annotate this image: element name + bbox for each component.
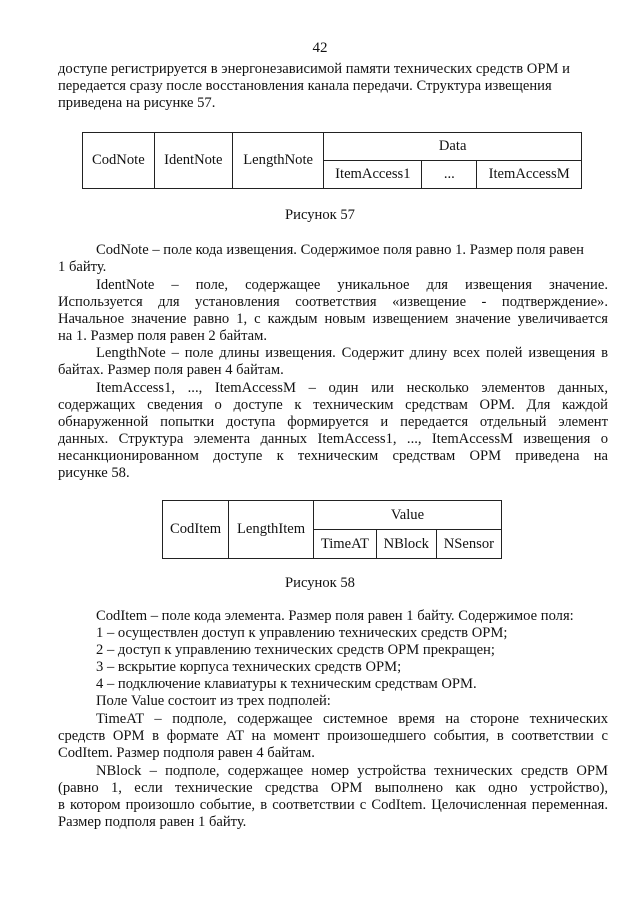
identnote-line-4: на 1. Размер поля равен 2 байтам. bbox=[58, 328, 267, 344]
intro-line-2: передается сразу после восстановления канала передачи. Структура извещения bbox=[58, 78, 552, 94]
page-number: 42 bbox=[312, 40, 328, 56]
codnote-line-2: 1 байту. bbox=[58, 259, 107, 275]
itemaccess-line-2: содержащих сведения о доступе к техническим средствам ОРМ. Для каждой bbox=[58, 397, 608, 413]
timeat-line-3: CodItem. Размер подполя равен 4 байтам. bbox=[58, 745, 315, 761]
timeat-line-2: средств ОРМ в формате AT на момент произошедшего события, в соответствии с bbox=[58, 728, 608, 744]
intro-paragraph bbox=[58, 61, 608, 112]
nblock-paragraph bbox=[58, 763, 608, 831]
lengthnote-paragraph bbox=[58, 345, 608, 379]
nblock-line-2: (равно 1, если технические средства ОРМ выполнено как одно устройство), bbox=[58, 780, 608, 796]
timeat-paragraph bbox=[58, 711, 608, 762]
subheader-itemaccess-last: ItemAccessM bbox=[477, 161, 582, 189]
identnote-line-3: Начальное значение равно 1, с каждым новым извещением значение увеличивается bbox=[58, 311, 608, 327]
lengthnote-line-1: LengthNote – поле длины извещения. Содержит длину всех полей извещения в bbox=[96, 345, 608, 361]
coditem-paragraph bbox=[58, 608, 608, 710]
figure-58-caption: Рисунок 58 bbox=[285, 575, 355, 591]
nblock-line-1: NBlock – подполе, содержащее номер устройства технических средств ОРМ bbox=[96, 763, 608, 779]
identnote-paragraph bbox=[58, 277, 608, 345]
subheader-nblock: NBlock bbox=[376, 530, 436, 559]
figure-58-table bbox=[162, 500, 502, 559]
header-lengthitem: LengthItem bbox=[229, 501, 314, 559]
itemaccess-line-5: несанкционированном доступе к техническим средствам ОРМ приведена на bbox=[58, 448, 608, 464]
coditem-list-item-1: 1 – осуществлен доступ к управлению технических средств ОРМ; bbox=[96, 625, 508, 641]
figure-57-table bbox=[82, 132, 582, 189]
itemaccess-line-6: рисунке 58. bbox=[58, 465, 130, 481]
header-data: Data bbox=[324, 133, 582, 161]
nblock-line-3: в котором произошло событие, в соответствии с CodItem. Целочисленная переменная. bbox=[58, 797, 608, 813]
header-codnote: CodNote bbox=[83, 133, 155, 189]
itemaccess-paragraph bbox=[58, 380, 608, 482]
lengthnote-line-2: байтах. Размер поля равен 4 байтам. bbox=[58, 362, 284, 378]
intro-line-3: приведена на рисунке 57. bbox=[58, 95, 216, 111]
coditem-line-1: CodItem – поле кода элемента. Размер поля равен 1 байту. Содержимое поля: bbox=[96, 608, 574, 624]
subheader-ellipsis: ... bbox=[422, 161, 477, 189]
figure-57-caption: Рисунок 57 bbox=[285, 207, 355, 223]
intro-line-1: доступе регистрируется в энергонезависимой памяти технических средств ОРМ и bbox=[58, 61, 570, 77]
coditem-list-item-4: 4 – подключение клавиатуры к техническим средствам ОРМ. bbox=[96, 676, 477, 692]
subheader-timeat: TimeAT bbox=[313, 530, 376, 559]
coditem-list-item-2: 2 – доступ к управлению технических средств ОРМ прекращен; bbox=[96, 642, 495, 658]
subheader-itemaccess-first: ItemAccess1 bbox=[324, 161, 422, 189]
header-lengthnote: LengthNote bbox=[232, 133, 323, 189]
header-value: Value bbox=[313, 501, 501, 530]
value-intro-line: Поле Value состоит из трех подполей: bbox=[96, 693, 331, 709]
coditem-list-item-3: 3 – вскрытие корпуса технических средств ОРМ; bbox=[96, 659, 402, 675]
codnote-line-1: CodNote – поле кода извещения. Содержимое поля равно 1. Размер поля равен bbox=[96, 242, 584, 258]
subheader-nsensor: NSensor bbox=[436, 530, 501, 559]
header-coditem: CodItem bbox=[163, 501, 229, 559]
header-identnote: IdentNote bbox=[154, 133, 232, 189]
itemaccess-line-3: обнаруженной попытки доступа формируется и передается отдельный элемент bbox=[58, 414, 608, 430]
timeat-line-1: TimeAT – подполе, содержащее системное время на стороне технических bbox=[96, 711, 608, 727]
nblock-line-4: Размер подполя равен 1 байту. bbox=[58, 814, 247, 830]
itemaccess-line-1: ItemAccess1, ..., ItemAccessM – один или несколько элементов данных, bbox=[96, 380, 608, 396]
identnote-line-1: IdentNote – поле, содержащее уникальное для извещения значение. bbox=[96, 277, 608, 293]
itemaccess-line-4: данных. Структура элемента данных ItemAccess1, ..., ItemAccessM извещения о bbox=[58, 431, 608, 447]
identnote-line-2: Используется для установления соответствия «извещение - подтверждение». bbox=[58, 294, 608, 310]
codnote-paragraph bbox=[58, 242, 608, 276]
